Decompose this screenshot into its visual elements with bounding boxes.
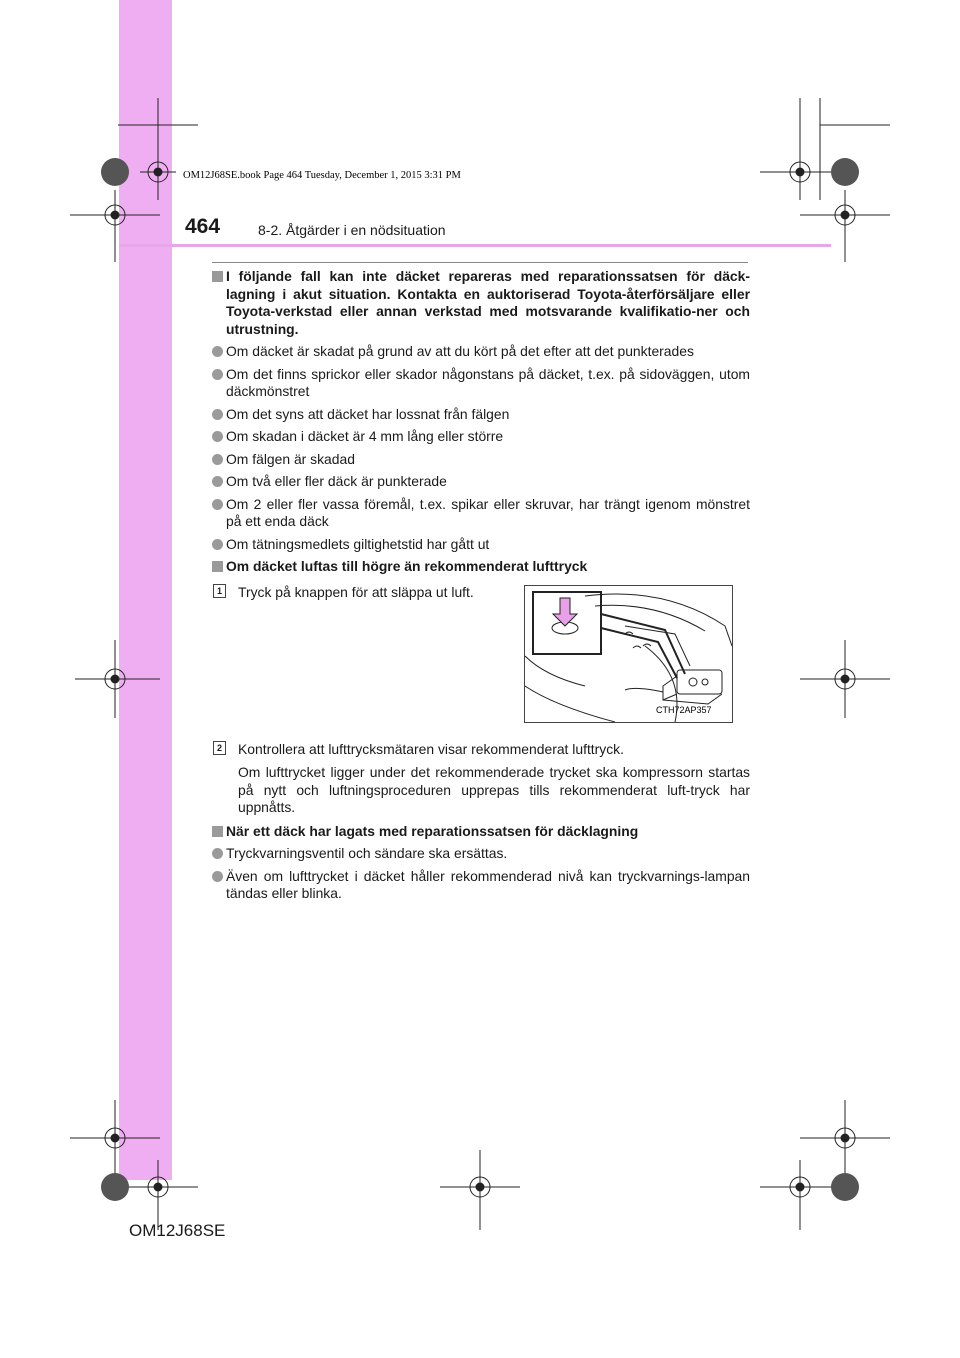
list-item-text: Om skadan i däcket är 4 mm lång eller större (226, 428, 504, 444)
section-heading (212, 558, 750, 576)
step-2 (212, 741, 750, 817)
bullet-dot-icon (212, 369, 223, 380)
bullet-dot-icon (212, 476, 223, 487)
list-item (212, 451, 750, 469)
bullet-dot-icon (212, 871, 223, 882)
step-text: Kontrollera att lufttrycksmätaren visar rekommenderat lufttryck. (238, 740, 624, 757)
registration-mark-bottom (70, 1100, 890, 1230)
step-note: Om lufttrycket ligger under det rekommenderade trycket ska kompressorn startas på nytt och luftningsproceduren upprepas tills rekommenderat luft-tryck har uppnåtts. (238, 764, 750, 815)
content-divider (212, 262, 748, 263)
bullet-dot-icon (212, 848, 223, 859)
square-bullet-icon (212, 561, 223, 572)
list-item-text: Om däcket är skadat på grund av att du kört på det efter att det punkterades (226, 343, 694, 359)
section-cannot-repair (212, 268, 750, 553)
list-item-text: Om 2 eller fler vassa föremål, t.ex. spikar eller skruvar, har trängt igenom mönstret på ett enda däck (226, 495, 750, 529)
section-heading (212, 268, 750, 338)
step-number-badge: 2 (213, 741, 226, 755)
heading-text: I följande fall kan inte däcket repareras med reparationssatsen för däck-lagning i akut situation. Kontakta en auktoriserad Toyota-återförsäljare eller Toyota-verkstad eller annan verkstad med motsvarande kvalifikatio-ner och utrustning. (226, 268, 750, 337)
list-item (212, 536, 750, 554)
compressor-drawing (525, 586, 732, 722)
list-item-text: Om två eller fler däck är punkterade (226, 473, 447, 489)
figure-code: CTH72AP357 (656, 705, 712, 715)
step-number-badge: 1 (213, 584, 226, 598)
page-number: 464 (185, 215, 221, 238)
heading-text: Om däcket luftas till högre än rekommenderat lufttryck (226, 558, 588, 574)
list-item-text: Om tätningsmedlets giltighetstid har gått ut (226, 535, 490, 552)
bullet-dot-icon (212, 499, 223, 510)
list-item (212, 343, 750, 361)
print-job-header: OM12J68SE.book Page 464 Tuesday, December 1, 2015 3:31 PM (183, 170, 461, 181)
section-after-repair (212, 823, 750, 903)
list-item (212, 845, 750, 863)
square-bullet-icon (212, 271, 223, 282)
list-item (212, 366, 750, 401)
bullet-dot-icon (212, 409, 223, 420)
list-item-text: Om fälgen är skadad (226, 450, 355, 467)
list-item (212, 473, 750, 491)
list-item-text: Om det syns att däcket har lossnat från fälgen (226, 405, 510, 422)
compressor-illustration (524, 585, 733, 723)
step-1 (212, 584, 508, 744)
list-item-text: Tryckvarningsventil och sändare ska ersättas. (226, 845, 508, 861)
section-heading (212, 823, 750, 841)
header-divider (119, 244, 831, 247)
step-text: Tryck på knappen för att släppa ut luft. (238, 583, 474, 600)
bullet-dot-icon (212, 539, 223, 550)
list-item (212, 496, 750, 531)
bullet-dot-icon (212, 454, 223, 465)
section-title: 8-2. Åtgärder i en nödsituation (258, 222, 446, 238)
manual-code: OM12J68SE (129, 1221, 226, 1240)
square-bullet-icon (212, 826, 223, 837)
list-item (212, 868, 750, 903)
bullet-dot-icon (212, 346, 223, 357)
list-item (212, 406, 750, 424)
list-item (212, 428, 750, 446)
list-item-text: Om det finns sprickor eller skador någonstans på däcket, t.ex. på sidoväggen, utom däckmönstret (226, 365, 750, 399)
list-item-text: Även om lufttrycket i däcket håller rekommenderad nivå kan tryckvarnings-lampan tändas eller blinka. (226, 867, 750, 901)
bullet-dot-icon (212, 431, 223, 442)
heading-text: När ett däck har lagats med reparationssatsen för däcklagning (226, 822, 639, 839)
